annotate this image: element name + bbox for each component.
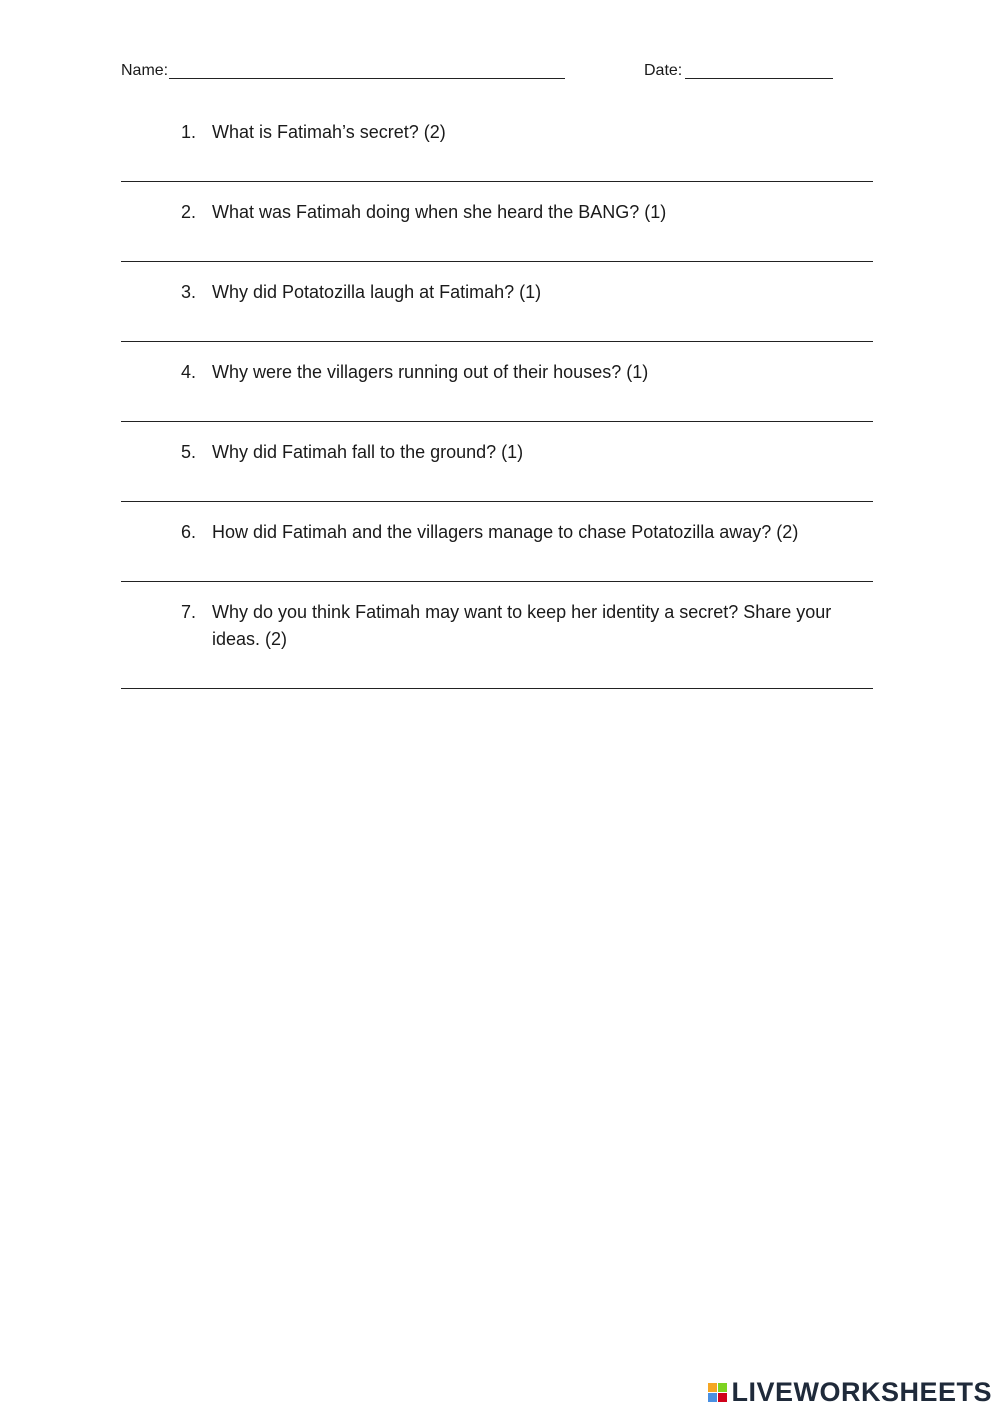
- liveworksheets-brand: [708, 1377, 992, 1407]
- question-text: Why do you think Fatimah may want to keep her identity a secret? Share your ideas. (2): [212, 602, 832, 649]
- question-text: What is Fatimah’s secret? (2): [212, 122, 446, 142]
- header-row: [121, 60, 881, 84]
- answer-line-7[interactable]: [121, 688, 873, 689]
- question-number: 4.: [181, 362, 197, 382]
- question-text: How did Fatimah and the villagers manage to chase Potatozilla away? (2): [212, 522, 799, 542]
- date-label: Date:: [644, 62, 683, 79]
- date-field-line[interactable]: [685, 78, 833, 79]
- liveworksheets-logo-icon: [708, 1383, 727, 1402]
- name-field-line[interactable]: [169, 78, 565, 79]
- answer-line-1[interactable]: [121, 181, 873, 182]
- question-text: Why were the villagers running out of their houses? (1): [212, 362, 649, 382]
- question-text: Why did Fatimah fall to the ground? (1): [212, 442, 524, 462]
- question-number: 5.: [181, 442, 197, 462]
- question-number: 1.: [181, 122, 197, 142]
- question-7: [181, 599, 871, 655]
- question-number: 2.: [181, 202, 197, 222]
- logo-square: [718, 1393, 727, 1402]
- question-number: 7.: [181, 602, 197, 622]
- question-number: 3.: [181, 282, 197, 302]
- answer-line-2[interactable]: [121, 261, 873, 262]
- question-number: 6.: [181, 522, 197, 542]
- answer-line-4[interactable]: [121, 421, 873, 422]
- question-text: What was Fatimah doing when she heard the BANG? (1): [212, 202, 667, 222]
- question-text: Why did Potatozilla laugh at Fatimah? (1): [212, 282, 542, 302]
- logo-square: [718, 1383, 727, 1392]
- brand-text: LIVEWORKSHEETS: [731, 1376, 992, 1407]
- answer-line-5[interactable]: [121, 501, 873, 502]
- answer-line-3[interactable]: [121, 341, 873, 342]
- logo-square: [708, 1393, 717, 1402]
- logo-square: [708, 1383, 717, 1392]
- answer-line-6[interactable]: [121, 581, 873, 582]
- name-label: Name:: [121, 62, 169, 79]
